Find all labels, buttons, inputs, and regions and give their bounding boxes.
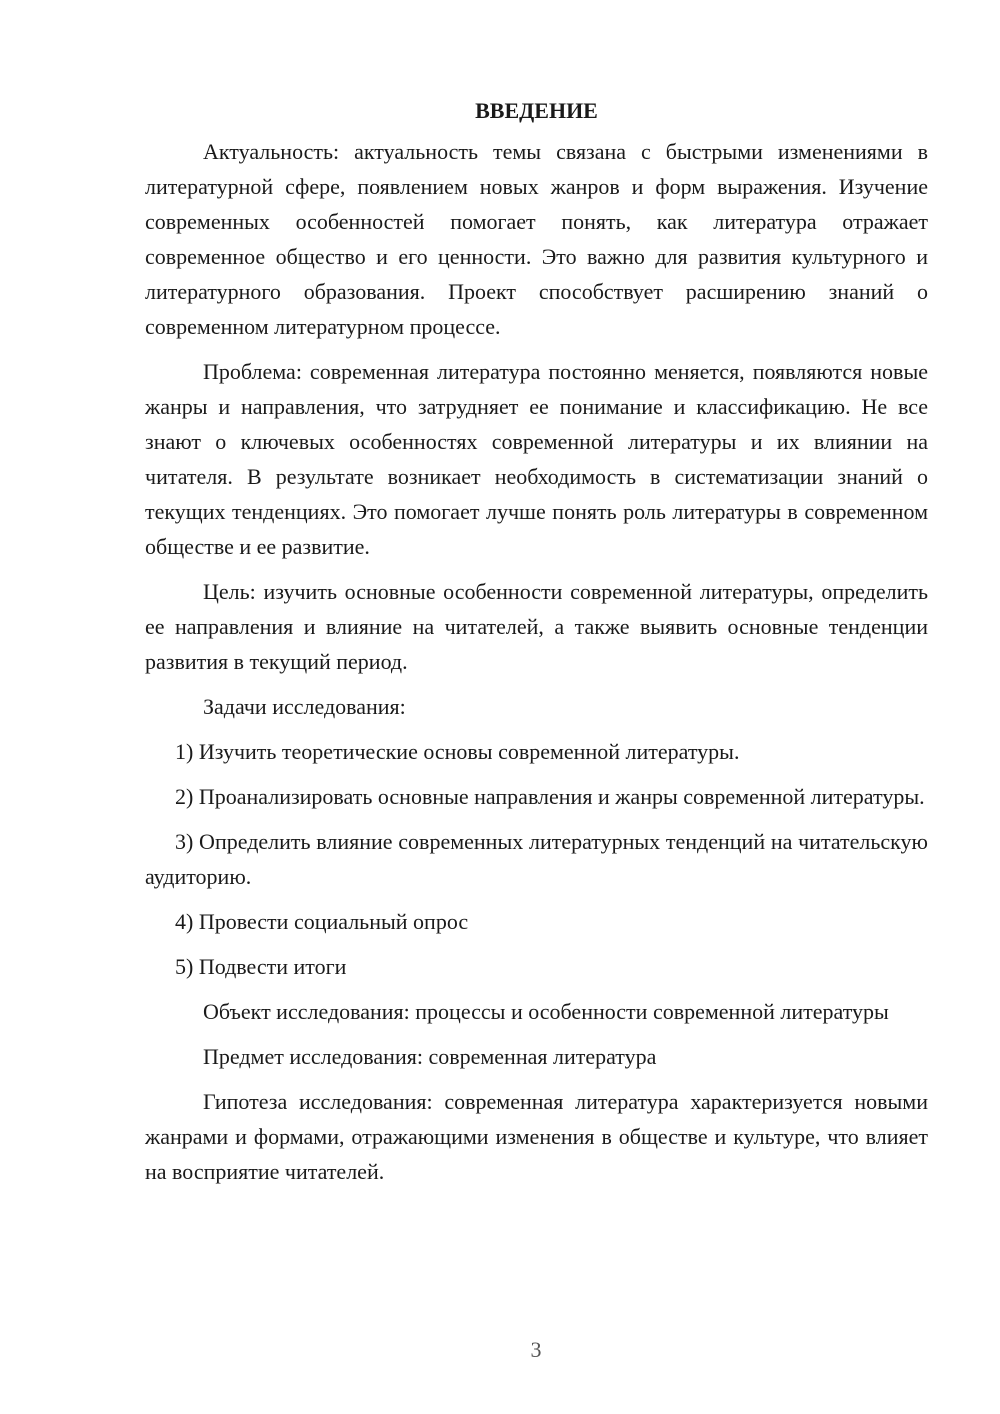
tasks-heading: Задачи исследования: [203,694,406,719]
page-content [145,93,928,1199]
task-item-5: 5) Подвести итоги [175,954,347,979]
page-number: 3 [530,1337,542,1362]
task-item-4: 4) Провести социальный опрос [175,909,469,934]
hypothesis-paragraph: Гипотеза исследования: современная литература характеризуется новыми жанрами и формами, отражающими изменения в обществе и культуре, что влияет на восприятие читателей. [145,1089,928,1184]
goal-paragraph: Цель: изучить основные особенности современной литературы, определить ее направления и влияние на читателей, а также выявить основные тенденции развития в текущий период. [145,579,928,674]
task-item-2: 2) Проанализировать основные направления и жанры современной литературы. [175,784,925,809]
task-item-3: 3) Определить влияние современных литературных тенденций на читательскую аудиторию. [145,829,928,889]
task-item-1: 1) Изучить теоретические основы современной литературы. [175,739,740,764]
subject-paragraph: Предмет исследования: современная литература [203,1044,657,1069]
relevance-paragraph: Актуальность: актуальность темы связана с быстрыми изменениями в литературной сфере, появлением новых жанров и форм выражения. Изучение современных особенностей помогает понять, как литература отражает современное общество и его ценности. Это важно для развития культурного и литературного образования. Проект способствует расширению знаний о современном литературном процессе. [145,139,928,339]
problem-paragraph: Проблема: современная литература постоянно меняется, появляются новые жанры и направления, что затрудняет ее понимание и классификацию. Не все знают о ключевых особенностях современной литературы и их влиянии на читателя. В результате возникает необходимость в систематизации знаний о текущих тенденциях. Это помогает лучше понять роль литературы в современном обществе и ее развитие. [145,359,928,559]
object-paragraph: Объект исследования: процессы и особенности современной литературы [203,999,889,1024]
section-title: ВВЕДЕНИЕ [475,98,598,123]
